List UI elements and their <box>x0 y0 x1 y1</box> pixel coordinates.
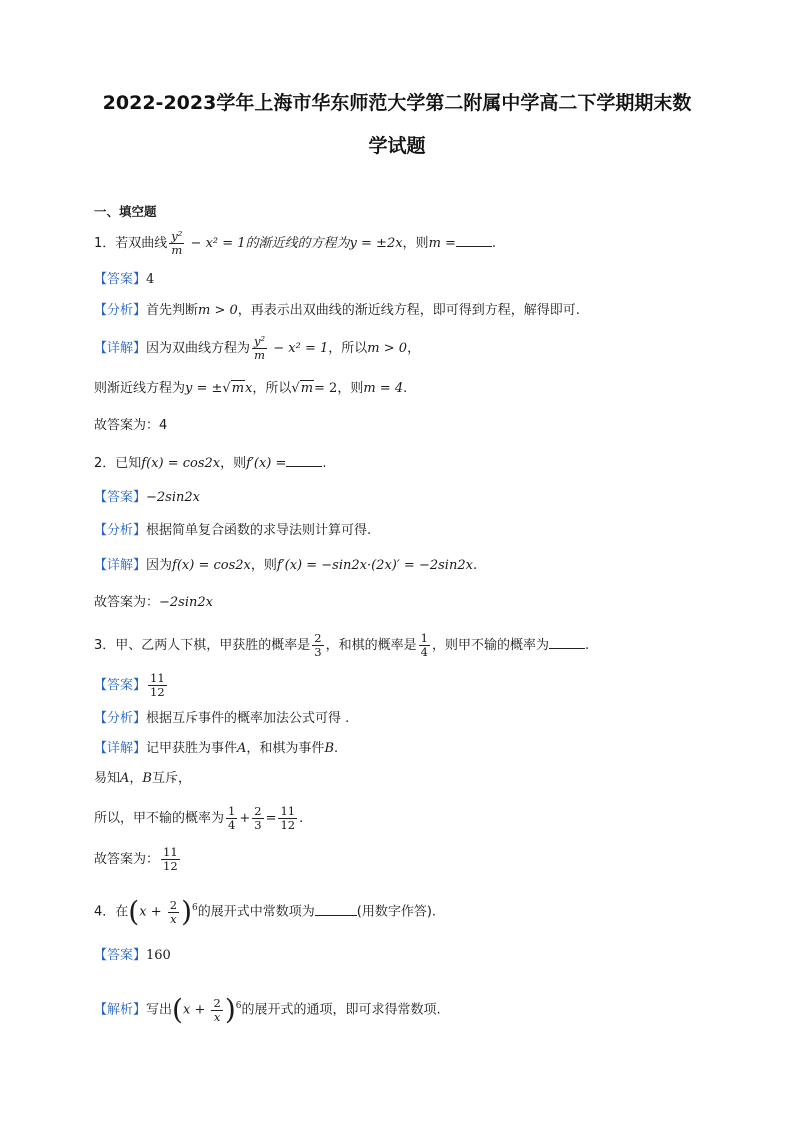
answer-blank <box>286 454 322 467</box>
section-heading: 一、填空题 <box>94 204 157 219</box>
q3-conclusion: 故答案为： $\frac{11}{12}$ <box>94 845 178 873</box>
q3-answer: 【答案】 $\frac{11}{12}$ <box>94 671 165 699</box>
question-2: 2．已知f(x) = cos2x，则f′(x) = . <box>94 456 327 471</box>
q1-fraction: $\frac{\text{y²}}{m}$ <box>171 229 183 257</box>
q2-analysis: 【分析】根据简单复合函数的求导法则计算可得. <box>94 523 372 538</box>
q1-number: 1． <box>94 236 116 251</box>
answer-blank <box>315 903 357 916</box>
q2-answer: 【答案】−2sin2x <box>94 490 200 505</box>
question-4: 4．在(x + $\frac{2}{x}$ )$^6$的展开式中常数项为 (用数字作答). <box>94 895 437 928</box>
q1-conclusion: 故答案为：4 <box>94 418 168 433</box>
answer-blank <box>549 636 585 649</box>
q3-mutually-exclusive: 易知A，B互斥， <box>94 771 191 786</box>
question-1: 1．若双曲线 $\frac{\text{y²}}{m}$ − x² = 1的渐近线的方程为y = ±2x，则m = . <box>94 229 497 257</box>
q1-analysis: 【分析】首先判断m > 0，再表示出双曲线的渐近线方程，即可得到方程，解得即可. <box>94 303 580 318</box>
q3-probability-sum: 所以，甲不输的概率为 $\frac{1}{4}$ + $\frac{2}{3}$ = $\frac{11}{12}$ . <box>94 804 304 832</box>
analysis-tag: 【分析】 <box>94 303 147 318</box>
q4-answer: 【答案】160 <box>94 948 171 963</box>
doc-title-line-1: 2022-2023学年上海市华东师范大学第二附属中学高二下学期期末数 <box>102 92 692 114</box>
q2-detail: 【详解】因为f(x) = cos2x，则f′(x) = −sin2x·(2x)′ = −2sin2x. <box>94 558 478 573</box>
answer-tag: 【答案】 <box>94 272 147 287</box>
q4-number: 4． <box>94 904 116 920</box>
jiexi-tag: 【解析】 <box>94 1002 147 1018</box>
detail-tag: 【详解】 <box>94 341 147 356</box>
q2-conclusion: 故答案为：−2sin2x <box>94 595 213 610</box>
q1-detail: 【详解】因为双曲线方程为 $\frac{\text{y²}}{m}$ − x² = 1，所以m > 0， <box>94 334 421 362</box>
q1-asymptote-line: 则渐近线方程为y = ±√mx，所以√m= 2，则m = 4. <box>94 381 408 396</box>
q3-analysis: 【分析】根据互斥事件的概率加法公式可得 . <box>94 711 350 726</box>
q3-number: 3． <box>94 638 116 653</box>
q1-answer: 【答案】4 <box>94 272 155 287</box>
q2-number: 2． <box>94 456 116 471</box>
q4-solution: 【解析】写出(x + $\frac{2}{x}$ )$^6$的展开式的通项，即可求得常数项. <box>94 993 441 1026</box>
question-3: 3．甲、乙两人下棋，甲获胜的概率是 $\frac{2}{3}$ ，和棋的概率是 $\frac{1}{4}$ ，则甲不输的概率为 . <box>94 631 590 659</box>
doc-title-line-2: 学试题 <box>368 135 426 157</box>
q3-detail: 【详解】记甲获胜为事件A，和棋为事件B. <box>94 741 339 756</box>
answer-blank <box>456 234 492 247</box>
